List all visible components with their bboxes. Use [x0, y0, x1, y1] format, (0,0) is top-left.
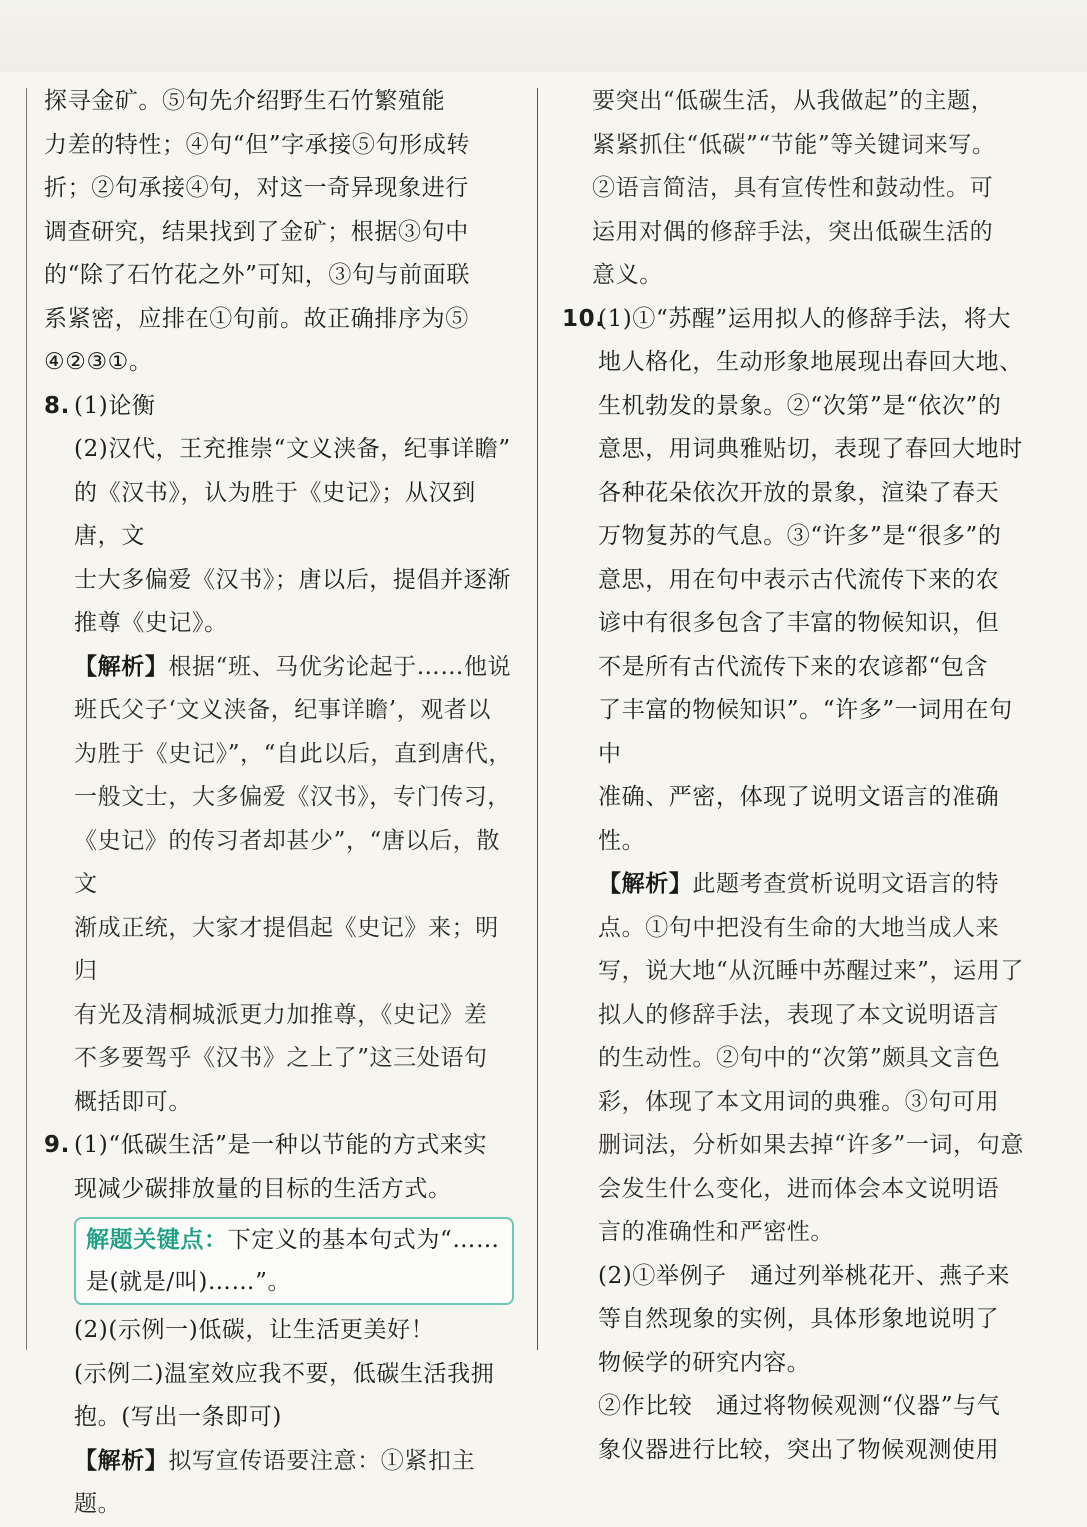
- answer-line: 的《汉书》，认为胜于《史记》；从汉到唐，文: [74, 479, 476, 549]
- question-8: [44, 385, 514, 1125]
- analysis-line: 为胜于《史记》”，“自此以后，直到唐代，: [74, 740, 513, 767]
- answer-line: 抱。(写出一条即可): [74, 1404, 282, 1430]
- right-column: [562, 80, 1024, 1472]
- text-line: 折；②句承接④句，对这一奇异现象进行: [44, 175, 469, 201]
- answer-line: 了丰富的物候知识”。“许多”一词用在句中: [598, 697, 1013, 767]
- analysis-tag: 【解析】: [74, 653, 169, 680]
- analysis-line: 拟人的修辞手法，表现了本文说明语言: [598, 1001, 1000, 1028]
- question-number: 10.: [562, 305, 605, 332]
- analysis-line: 彩，体现了本文用词的典雅。③句可用: [598, 1088, 1000, 1115]
- answer-line: 准确、严密，体现了说明文语言的准确性。: [598, 784, 1000, 854]
- answer-line: ②作比较 通过将物候观测“仪器”与气: [598, 1393, 1001, 1419]
- left-column: [44, 80, 514, 1527]
- answer-line: 物候学的研究内容。: [598, 1349, 811, 1376]
- analysis-line: 不多要驾乎《汉书》之上了”这三处语句: [74, 1045, 488, 1071]
- analysis-line: 概括即可。: [74, 1088, 192, 1115]
- analysis-line: 一般文士，大多偏爱《汉书》，专门传习，: [74, 784, 511, 810]
- analysis-line: 删词法，分析如果去掉“许多”一词，句意: [598, 1132, 1024, 1158]
- q7-continuation: [44, 80, 514, 385]
- text-line: 调查研究，结果找到了金矿；根据③句中: [44, 218, 469, 245]
- answer-line: 推尊《史记》。: [74, 610, 228, 636]
- q9-continuation: [562, 80, 1024, 298]
- answer-line: (示例二)温室效应我不要，低碳生活我拥: [74, 1360, 495, 1387]
- answer-line: 万物复苏的气息。③“许多”是“很多”的: [598, 523, 1002, 549]
- analysis-line: ②语言简洁，具有宣传性和鼓动性。可: [592, 175, 994, 201]
- analysis-line: 【解析】拟写宣传语要注意：①紧扣主题。: [74, 1447, 476, 1517]
- analysis-line: 的生动性。②句中的“次第”颇具文言色: [598, 1045, 1001, 1071]
- answer-line: 不是所有古代流传下来的农谚都“包含: [598, 653, 988, 680]
- analysis-line: 《史记》的传习者却甚少”，“唐以后，散文: [74, 827, 500, 897]
- answer-line: (1)①“苏醒”运用拟人的修辞手法，将大: [598, 305, 1012, 332]
- analysis-line: 渐成正统，大家才提倡起《史记》来；明归: [74, 914, 499, 984]
- text-line: 的“除了石竹花之外”可知，③句与前面联: [44, 262, 470, 288]
- question-9: [44, 1124, 514, 1527]
- answer-line: (1)“低碳生活”是一种以节能的方式来实: [74, 1132, 488, 1158]
- question-10: [562, 298, 1024, 1473]
- answer-line: 地人格化，生动形象地展现出春回大地、: [598, 349, 1023, 375]
- left-margin-rule: [26, 88, 27, 1350]
- answer-line: (2)①举例子 通过列举桃花开、燕子来: [598, 1262, 1010, 1289]
- analysis-line: 班氏父子‘文义浃备，纪事详瞻’，观者以: [74, 697, 492, 723]
- question-number: 9.: [44, 1132, 70, 1158]
- answer-line: 各种花朵依次开放的景象，渲染了春天: [598, 479, 1000, 506]
- answer-line: (1)论衡: [74, 392, 156, 419]
- analysis-tag: 【解析】: [74, 1447, 169, 1474]
- answer-line: 等自然现象的实例，具体形象地说明了: [598, 1306, 1000, 1332]
- answer-line: (2)(示例一)低碳，让生活更美好！: [74, 1317, 435, 1343]
- analysis-line: 有光及清桐城派更力加推尊，《史记》差: [74, 1001, 488, 1028]
- analysis-line: 言的准确性和严密性。: [598, 1219, 834, 1245]
- answer-line: 象仪器进行比较，突出了物候观测使用: [598, 1436, 1000, 1463]
- analysis-line: 运用对偶的修辞手法，突出低碳生活的: [592, 218, 994, 245]
- answer-line: 谚中有很多包含了丰富的物候知识，但: [598, 610, 1000, 636]
- analysis-line: 要突出“低碳生活，从我做起”的主题，: [592, 88, 995, 114]
- text-line: 探寻金矿。⑤句先介绍野生石竹繁殖能: [44, 88, 446, 114]
- analysis-line: 【解析】此题考查赏析说明文语言的特: [598, 871, 1000, 897]
- question-number: 8.: [44, 392, 70, 419]
- answer-line: 士大多偏爱《汉书》；唐以后，提倡并逐渐: [74, 566, 511, 593]
- answer-line: 生机勃发的景象。②“次第”是“依次”的: [598, 392, 1002, 419]
- analysis-line: 写，说大地“从沉睡中苏醒过来”，运用了: [598, 958, 1024, 984]
- key-point-box: [74, 1217, 514, 1305]
- column-divider: [537, 88, 538, 1350]
- analysis-line: 会发生什么变化，进而体会本文说明语: [598, 1175, 1000, 1202]
- analysis-line: 紧紧抓住“低碳”“节能”等关键词来写。: [592, 131, 996, 158]
- analysis-line: 意义。: [592, 262, 663, 288]
- analysis-line: 【解析】根据“班、马优劣论起于……他说: [74, 653, 512, 680]
- text-line: ④②③①。: [44, 349, 153, 375]
- key-point-line: 是(就是/叫)……”。: [86, 1269, 292, 1295]
- answer-line: 意思，用词典雅贴切，表现了春回大地时: [598, 436, 1023, 462]
- answer-line: (2)汉代，王充推崇“文义浃备，纪事详瞻”: [74, 436, 511, 462]
- answer-line: 现减少碳排放量的目标的生活方式。: [74, 1175, 452, 1202]
- answer-line: 意思，用在句中表示古代流传下来的农: [598, 566, 1000, 593]
- text-line: 系紧密，应排在①句前。故正确排序为⑤: [44, 305, 469, 332]
- analysis-tag: 【解析】: [598, 871, 693, 897]
- key-point-label: 解题关键点：: [86, 1227, 228, 1253]
- key-point-line: 解题关键点：下定义的基本句式为“……: [86, 1227, 500, 1253]
- text-line: 力差的特性；④句“但”字承接⑤句形成转: [44, 131, 470, 158]
- top-band: [0, 0, 1087, 72]
- analysis-line: 点。①句中把没有生命的大地当成人来: [598, 914, 1000, 941]
